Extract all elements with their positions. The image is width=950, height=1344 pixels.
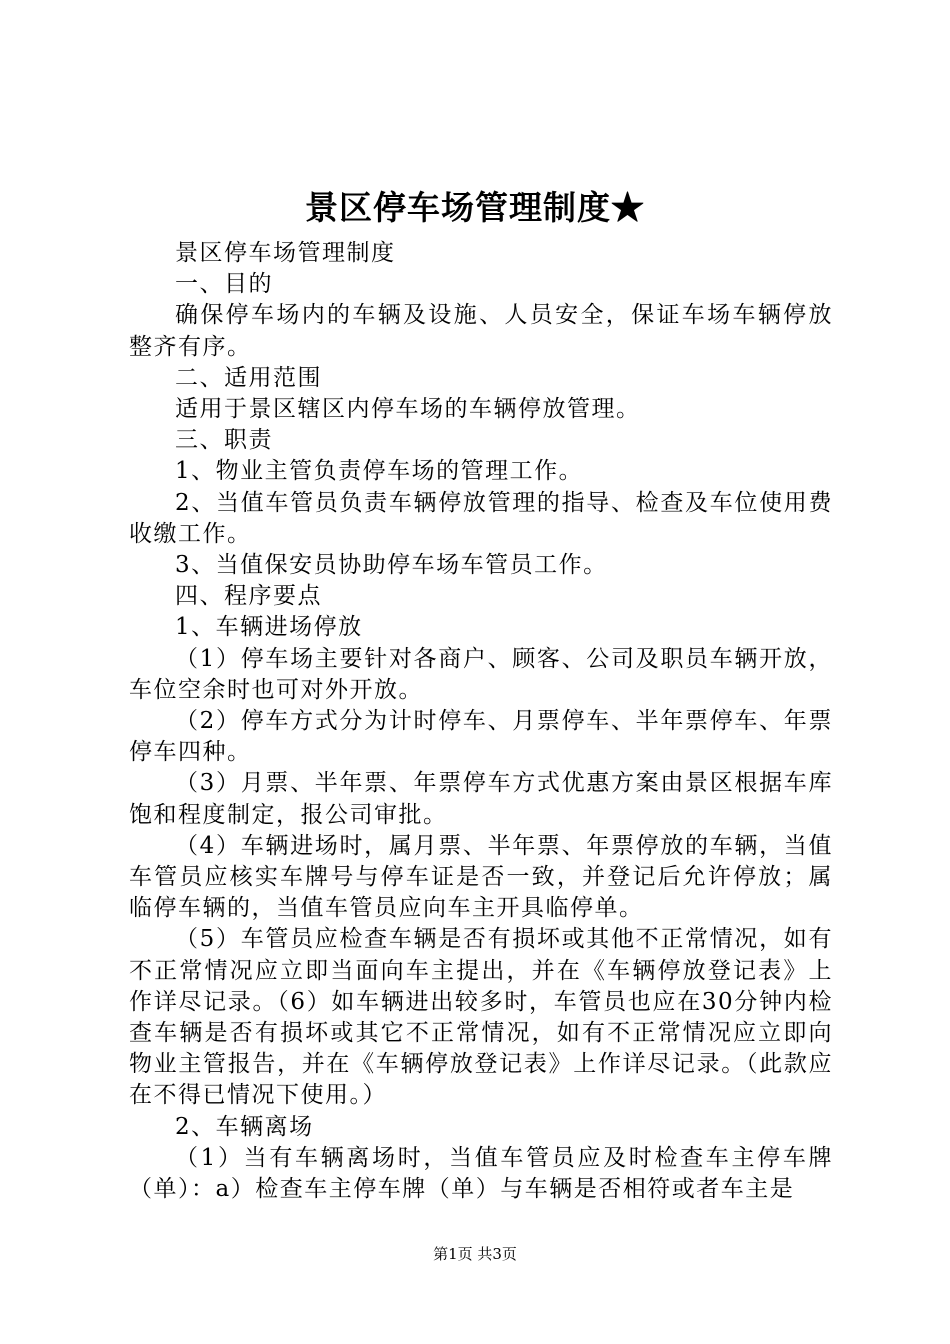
paragraph: 1、物业主管负责停车场的管理工作。 (175, 458, 584, 485)
section-heading-purpose: 一、目的 (175, 271, 273, 298)
document-title: 景区停车场管理制度★ (305, 188, 645, 227)
paragraph: 3、当值保安员协助停车场车管员工作。 (175, 552, 608, 579)
section-heading-scope: 二、适用范围 (175, 364, 322, 391)
subsection-heading-exit: 2、车辆离场 (175, 1113, 314, 1140)
subsection-heading-entry: 1、车辆进场停放 (175, 614, 363, 641)
paragraph: （1）停车场主要针对各商户、顾客、公司及职员车辆开放，车位空余时也可对外开放。 (129, 645, 833, 703)
paragraph: （4）车辆进场时，属月票、半年票、年票停放的车辆，当值车管员应核实车牌号与停车证是否一致，并登记后允许停放；属临停车辆的，当值车管员应向车主开具临停单。 (129, 832, 833, 922)
paragraph: （5）车管员应检查车辆是否有损坏或其他不正常情况，如有不正常情况应立即当面向车主提出，并在《车辆停放登记表》上作详尽记录。（6）如车辆进出较多时，车管员也应在30分钟内检查车辆是否有损坏或其它不正常情况，如有不正常情况应立即向物业主管报告，并在《车辆停放登记表》上作详尽记录。（此款应在不得已情况下使用。） (129, 926, 833, 1109)
paragraph: 适用于景区辖区内停车场的车辆停放管理。 (175, 396, 641, 423)
paragraph-subtitle: 景区停车场管理制度 (175, 240, 396, 266)
section-heading-duties: 三、职责 (175, 427, 273, 454)
paragraph: 确保停车场内的车辆及设施、人员安全，保证车场车辆停放整齐有序。 (129, 302, 833, 360)
paragraph: （1）当有车辆离场时，当值车管员应及时检查车主停车牌（单）：a）检查车主停车牌（单）与车辆是否相符或者车主是 (129, 1144, 833, 1203)
paragraph: （3）月票、半年票、年票停车方式优惠方案由景区根据车库饱和程度制定，报公司审批。 (129, 770, 833, 828)
document-body (129, 238, 833, 1205)
page-footer: 第1页 共3页 (433, 1245, 517, 1263)
section-heading-procedure: 四、程序要点 (175, 583, 322, 610)
paragraph: 2、当值车管员负责车辆停放管理的指导、检查及车位使用费收缴工作。 (129, 489, 833, 547)
paragraph: （2）停车方式分为计时停车、月票停车、半年票停车、年票停车四种。 (129, 708, 833, 766)
